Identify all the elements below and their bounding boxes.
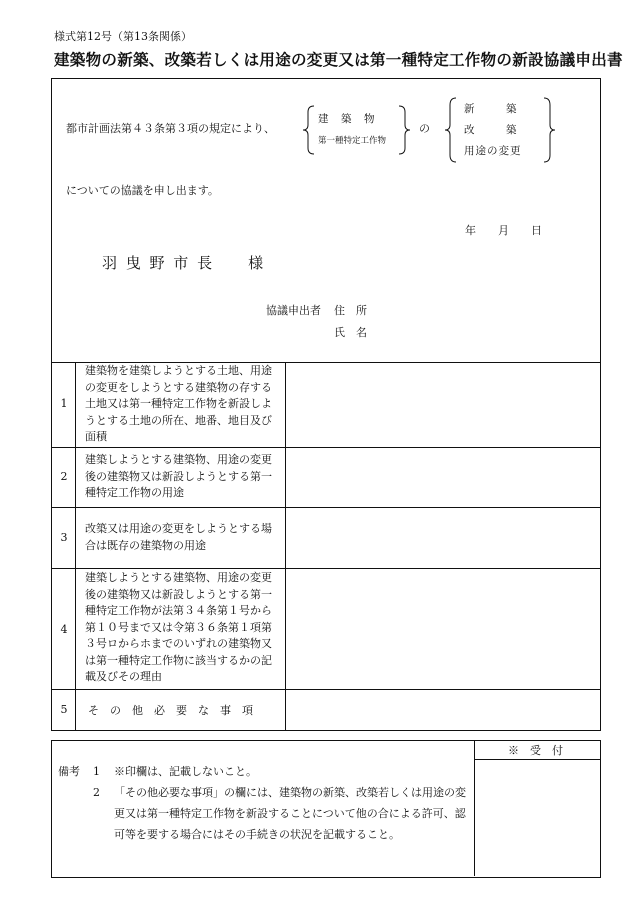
date-field[interactable]: 年 月 日 — [465, 224, 542, 237]
choice-new: 新 築 — [464, 103, 517, 115]
receipt-stamp-area[interactable] — [482, 763, 592, 871]
row-label: 建築物を建築しようとする土地、用途の変更をしようとする建築物の存する土地又は第一種特定工作物を新設しようとする土地の所在、地番、地目及び面積 — [85, 364, 272, 443]
addressee: 羽 曳 野 市 長 様 — [102, 254, 266, 272]
receipt-header-line — [474, 759, 600, 760]
application-form — [51, 78, 601, 731]
note-2: 「その他必要な事項」の欄には、建築物の新築、改築若しくは用途の変更又は第一種特定工作物を新設することについて他の合による許可、認可等を要する場合にはその手続きの状況を記載すること。 — [114, 786, 466, 841]
receipt-divider — [474, 741, 475, 876]
row-number: 1 — [60, 397, 68, 410]
divider — [52, 507, 600, 508]
request-suffix: についての協議を申し出ます。 — [66, 184, 219, 197]
right-brace-1 — [397, 105, 411, 155]
note-number: 2 — [93, 786, 100, 799]
note-number: 1 — [93, 765, 100, 778]
notes-section — [51, 740, 601, 878]
choice-rebuild: 改 築 — [464, 124, 517, 136]
note-1: ※印欄は、記載しないこと。 — [114, 765, 257, 778]
choice-structure: 第一種特定工作物 — [318, 136, 387, 146]
receipt-label: ※ 受 付 — [508, 744, 563, 757]
left-brace-2 — [444, 97, 458, 163]
row-label: 建築しようとする建築物、用途の変更後の建築物又は新設しようとする第一種特定工作物の用途 — [85, 453, 272, 499]
divider — [52, 568, 600, 569]
connector-no: の — [419, 122, 430, 135]
row-number: 4 — [60, 623, 68, 636]
divider — [52, 689, 600, 690]
address-label: 住 所 — [334, 304, 367, 317]
name-label: 氏 名 — [334, 326, 367, 339]
form-number: 様式第12号（第13条関係） — [54, 30, 192, 43]
right-brace-2 — [542, 97, 556, 163]
column-divider — [75, 362, 76, 730]
column-divider — [285, 362, 286, 730]
divider — [52, 447, 600, 448]
row-label: そ の 他 必 要 な 事 項 — [88, 704, 253, 717]
row-number: 5 — [60, 703, 68, 716]
document-title: 建築物の新築、改築若しくは用途の変更又は第一種特定工作物の新設協議申出書 — [54, 50, 623, 69]
choice-change-use: 用途の変更 — [464, 145, 522, 157]
notes-heading: 備考 — [58, 765, 80, 778]
row-number: 3 — [60, 531, 68, 544]
choice-building: 建 築 物 — [318, 113, 376, 125]
row-label: 改築又は用途の変更をしようとする場合は既存の建築物の用途 — [85, 522, 272, 552]
left-brace-1 — [302, 105, 316, 155]
row-label: 建築しようとする建築物、用途の変更後の建築物又は新設しようとする第一種特定工作物が法第３４条第１号から第１０号まで又は令第３６条第１項第３号ロからホまでのいずれの建築物又は第一種特定工作物に該当するかの記載及びその理由 — [85, 571, 272, 683]
applicant-label: 協議申出者 — [266, 304, 321, 317]
row-number: 2 — [60, 470, 68, 483]
law-prefix: 都市計画法第４３条第３項の規定により、 — [66, 122, 275, 135]
